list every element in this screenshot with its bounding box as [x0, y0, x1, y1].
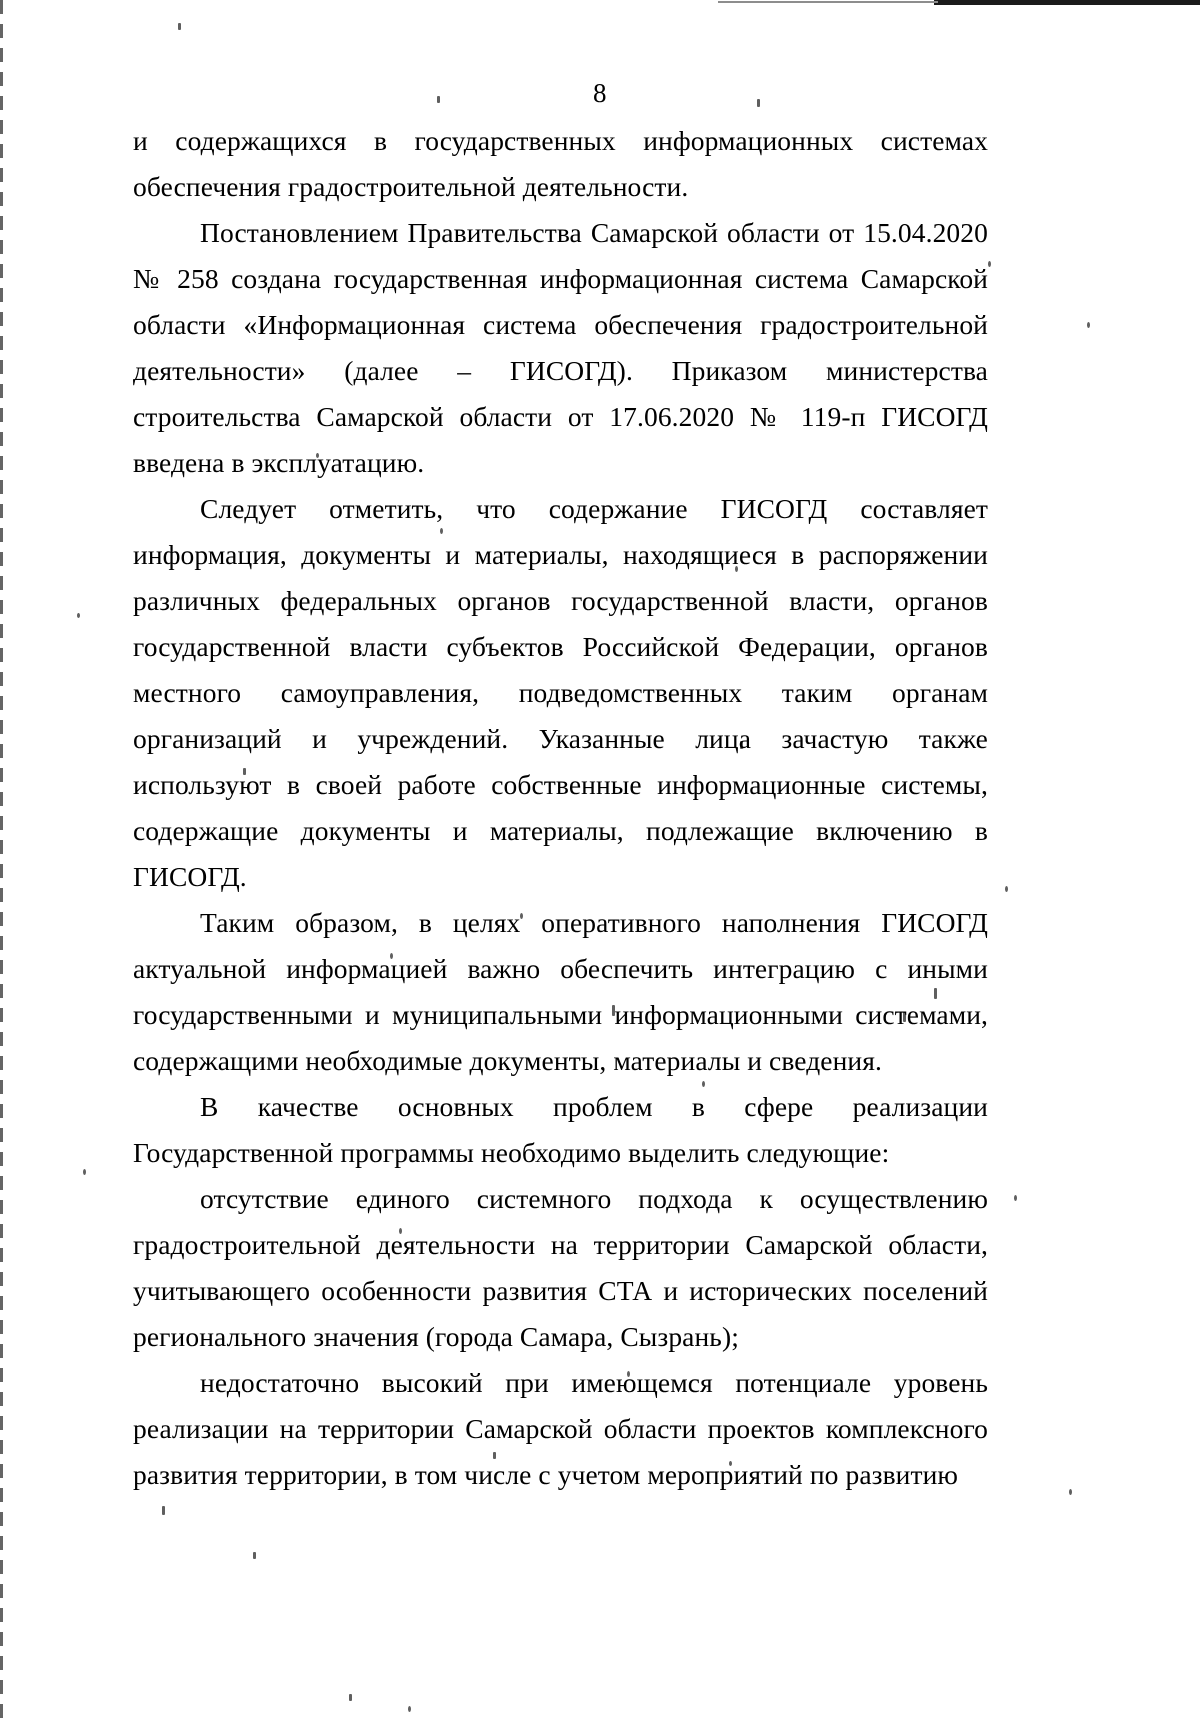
- paragraph-p4: Таким образом, в целях оперативного наполнения ГИСОГД актуальной информацией важно обеспечить интеграцию с иными государственными и муниципальными информационными системами, содержащими необходимые документы, материалы и сведения.: [133, 907, 988, 1076]
- scan-speck: [1087, 322, 1090, 328]
- scan-edge-artifact-left: [0, 0, 3, 1718]
- paragraph-p1: и содержащихся в государственных информационных системах обеспечения градостроительной деятельности.: [133, 125, 988, 202]
- scan-edge-artifact-top: [934, 0, 1200, 5]
- scan-speck: [1069, 1489, 1072, 1495]
- scan-speck: [253, 1552, 256, 1559]
- scan-speck: [83, 1169, 86, 1175]
- scan-speck: [988, 261, 991, 267]
- paragraph-p6: отсутствие единого системного подхода к осуществлению градостроительной деятельности на территории Самарской области, учитывающего особенности развития СТА и исторических поселений регионального значения (города Самара, Сызрань);: [133, 1183, 988, 1352]
- scan-speck: [1005, 886, 1008, 892]
- paragraph-p5: В качестве основных проблем в сфере реализации Государственной программы необходимо выделить следующие:: [133, 1091, 988, 1168]
- paragraph-p2: Постановлением Правительства Самарской области от 15.04.2020 № 258 создана государственная информационная система Самарской области «Информационная система обеспечения градостроительной деятельности» (далее – ГИСОГД). Приказом министерства строительства Самарской области от 17.06.2020 № 119-п ГИСОГД введена в эксплуатацию.: [133, 217, 988, 478]
- scan-speck: [77, 613, 80, 618]
- scan-speck: [349, 1694, 352, 1701]
- paragraph-p7: недостаточно высокий при имеющемся потенциале уровень реализации на территории Самарской области проектов комплексного развития территории, в том числе с учетом мероприятий по развитию: [133, 1367, 988, 1490]
- page-number: 8: [593, 78, 607, 108]
- scan-edge-artifact-top-grey: [718, 1, 938, 3]
- scan-speck: [408, 1706, 411, 1712]
- document-body: [133, 118, 988, 1498]
- scan-speck: [1014, 1195, 1017, 1201]
- paragraph-p3: Следует отметить, что содержание ГИСОГД составляет информация, документы и материалы, находящиеся в распоряжении различных федеральных органов государственной власти, органов государственной власти субъектов Российской Федерации, органов местного самоуправления, подведомственных таким органам организаций и учреждений. Указанные лица зачастую также используют в своей работе собственные информационные системы, содержащие документы и материалы, подлежащие включению в ГИСОГД.: [133, 493, 988, 892]
- scan-speck: [162, 1506, 165, 1515]
- scan-speck: [178, 23, 181, 30]
